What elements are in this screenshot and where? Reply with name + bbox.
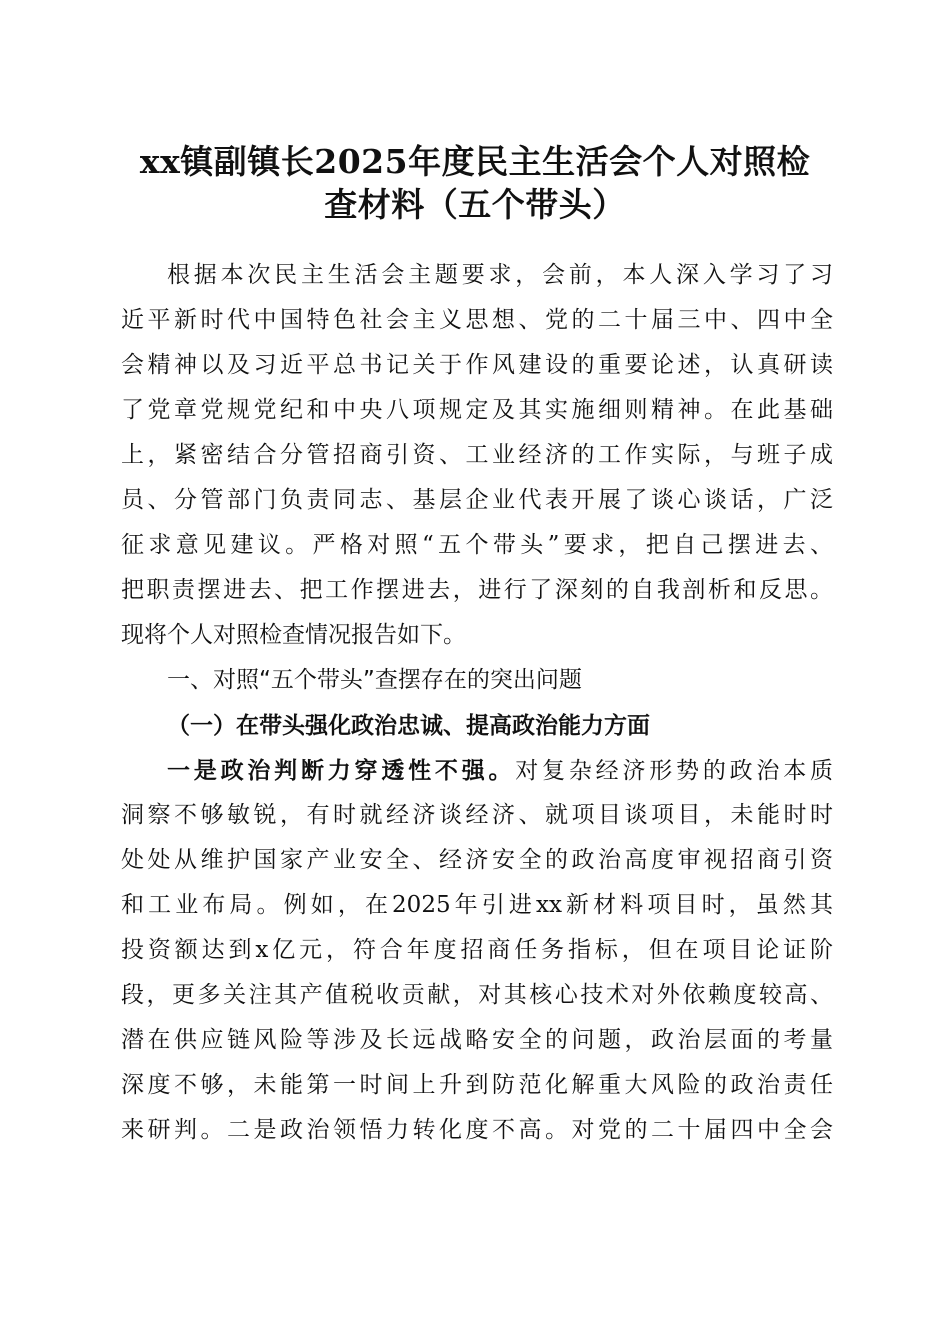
paragraph-line — [121, 748, 833, 793]
intro-line: 员、分管部门负责同志、基层企业代表开展了谈心谈话，广泛 — [121, 487, 833, 513]
paragraph-line: 处处从维护国家产业安全、经济安全的政治高度审视招商引资 — [121, 847, 833, 873]
subsection-heading: （一）在带头强化政治忠诚、提高政治能力方面 — [167, 712, 650, 739]
intro-line: 把职责摆进去、把工作摆进去，进行了深刻的自我剖析和反思。 — [121, 577, 833, 603]
paragraph-lead: 一是政治判断力穿透性不强。 — [167, 757, 516, 784]
title-line-2: 查材料（五个带头） — [324, 185, 626, 224]
intro-line: 近平新时代中国特色社会主义思想、党的二十届三中、四中全 — [121, 307, 833, 333]
paragraph-line: 投资额达到x亿元，符合年度招商任务指标，但在项目论证阶 — [121, 937, 833, 963]
paragraph-line: 潜在供应链风险等涉及长远战略安全的问题，政治层面的考量 — [121, 1027, 833, 1053]
intro-line: 上，紧密结合分管招商引资、工业经济的工作实际，与班子成 — [121, 442, 833, 468]
intro-line: 了党章党规党纪和中央八项规定及其实施细则精神。在此基础 — [121, 397, 833, 423]
title-line-1: xx镇副镇长2025年度民主生活会个人对照检 — [139, 142, 811, 181]
paragraph-line: 深度不够，未能第一时间上升到防范化解重大风险的政治责任 — [121, 1072, 833, 1098]
section-heading: 一、对照“五个带头”查摆存在的突出问题 — [167, 667, 582, 693]
intro-line: 会精神以及习近平总书记关于作风建设的重要论述，认真研读 — [121, 352, 833, 378]
intro-line: 现将个人对照检查情况报告如下。 — [121, 622, 466, 648]
paragraph-text: 对复杂经济形势的政治本质 — [515, 758, 833, 784]
paragraph-line: 段，更多关注其产值税收贡献，对其核心技术对外依赖度较高、 — [121, 982, 833, 1008]
paragraph-line: 来研判。二是政治领悟力转化度不高。对党的二十届四中全会 — [121, 1117, 833, 1143]
intro-line: 征求意见建议。严格对照“五个带头”要求，把自己摆进去、 — [121, 532, 833, 558]
document-body — [121, 253, 833, 1153]
paragraph-line: 和工业布局。例如，在2025年引进xx新材料项目时，虽然其 — [121, 892, 833, 918]
intro-line: 根据本次民主生活会主题要求，会前，本人深入学习了习 — [167, 262, 833, 288]
document-title — [95, 140, 855, 226]
paragraph-line: 洞察不够敏锐，有时就经济谈经济、就项目谈项目，未能时时 — [121, 802, 833, 828]
